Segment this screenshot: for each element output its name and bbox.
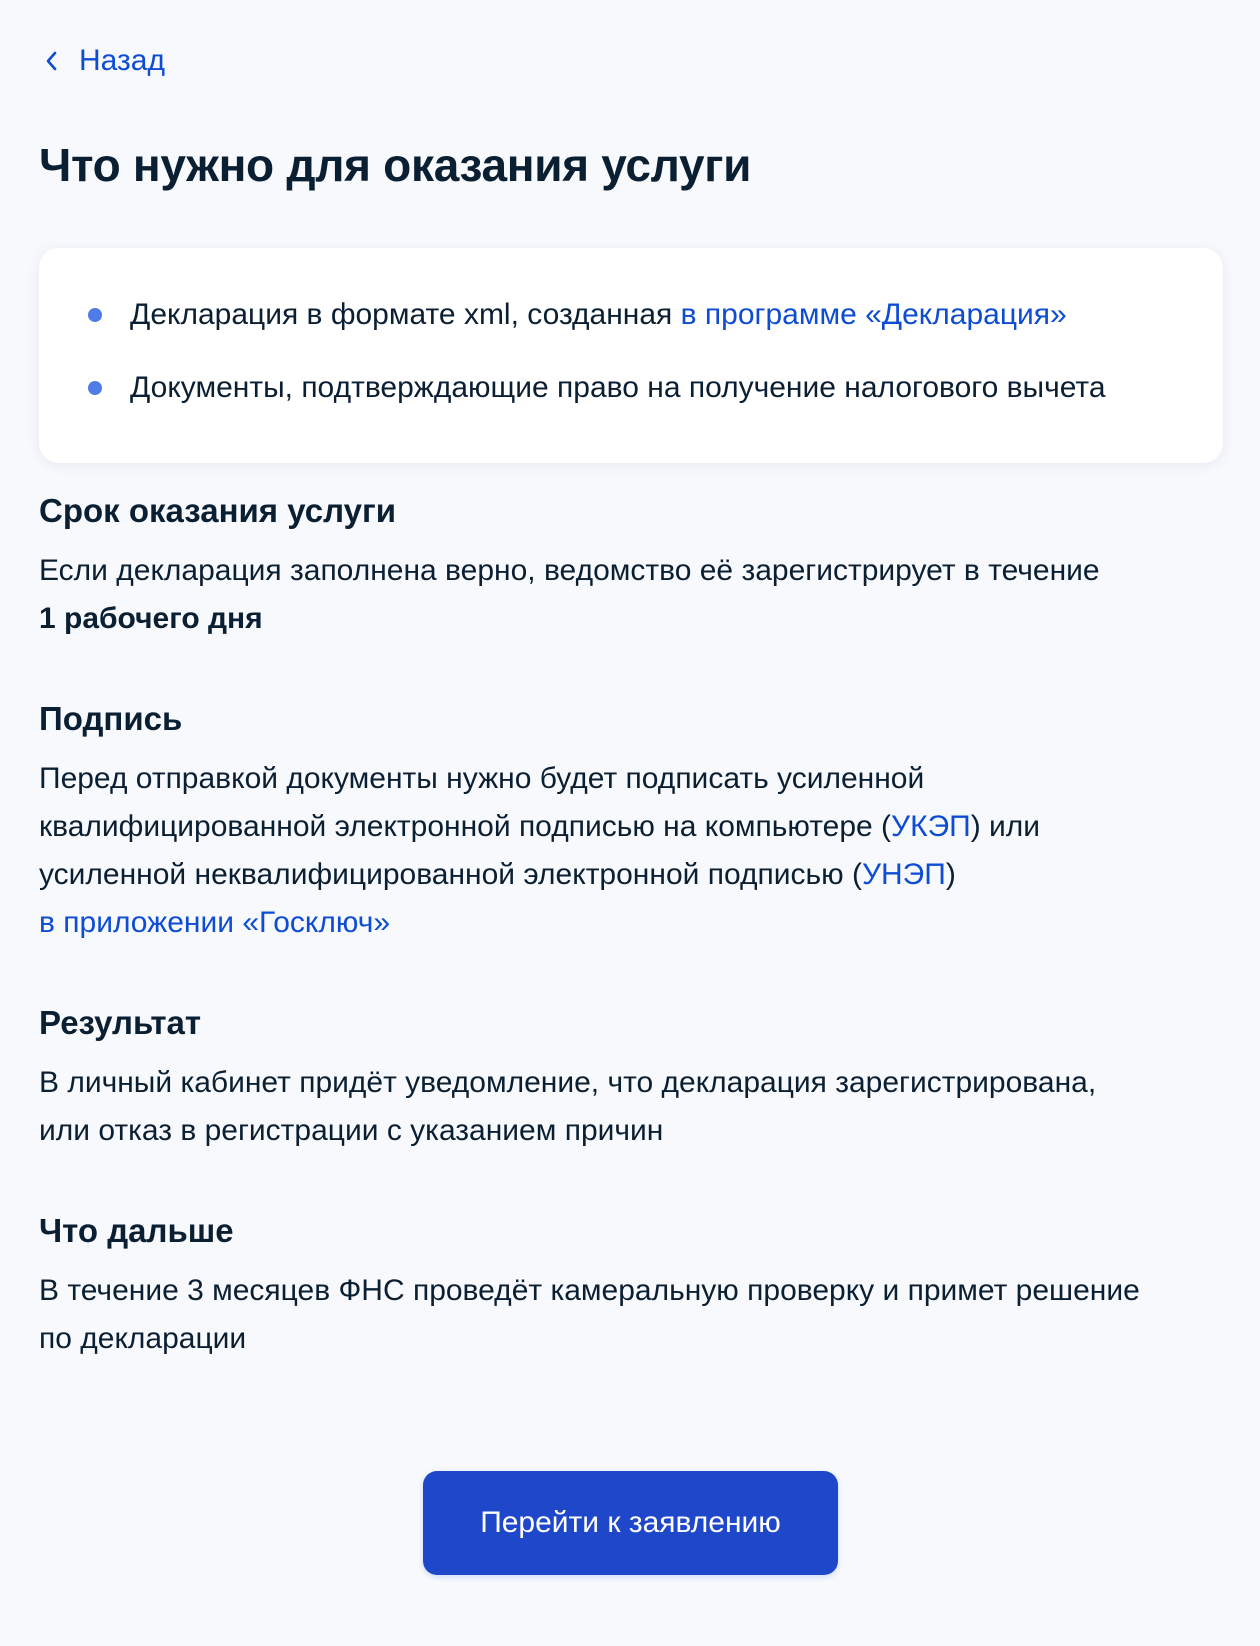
signature-heading: Подпись	[39, 700, 183, 737]
signature-line-3-start: усиленной неквалифицированной электронной подписью (	[39, 858, 862, 891]
term-duration: 1 рабочего дня	[39, 602, 263, 635]
unep-link[interactable]: УНЭП	[861, 858, 946, 891]
bullet-icon	[88, 381, 102, 395]
term-line: Если декларация заполнена верно, ведомство её зарегистрирует в течение	[39, 554, 1100, 587]
signature-line-3	[39, 851, 1223, 899]
back-link[interactable]	[39, 44, 165, 78]
declaration-program-link[interactable]: в программе «Декларация»	[680, 298, 1067, 331]
signature-line-1: Перед отправкой документы нужно будет подписать усиленной	[39, 762, 925, 795]
goskey-app-link[interactable]: в приложении «Госключ»	[39, 906, 391, 939]
next-steps-line-1: В течение 3 месяцев ФНС проведёт камеральную проверку и примет решение	[39, 1274, 1140, 1307]
list-item	[88, 295, 1193, 335]
next-steps-heading: Что дальше	[39, 1212, 234, 1249]
list-item	[88, 368, 1193, 408]
result-section	[39, 1001, 1223, 1155]
result-line-1: В личный кабинет придёт уведомление, что декларация зарегистрирована,	[39, 1066, 1097, 1099]
signature-line-2-end: ) или	[970, 810, 1041, 843]
result-line-2: или отказ в регистрации с указанием причин	[39, 1114, 664, 1147]
result-heading: Результат	[39, 1004, 202, 1041]
term-heading: Срок оказания услуги	[39, 492, 397, 529]
term-section	[39, 489, 1223, 643]
next-steps-section	[39, 1209, 1223, 1363]
go-to-application-button[interactable]: Перейти к заявлению	[423, 1471, 838, 1575]
signature-line-2-start: квалифицированной электронной подписью на компьютере (	[39, 810, 892, 843]
signature-line-4	[39, 899, 1223, 947]
signature-line-2	[39, 803, 1223, 851]
signature-text	[39, 755, 1223, 947]
signature-line-3-end: )	[945, 858, 956, 891]
bullet-icon	[88, 308, 102, 322]
chevron-left-icon	[39, 49, 63, 73]
back-link-label: Назад	[79, 44, 165, 77]
signature-section	[39, 697, 1223, 947]
requirements-list	[88, 295, 1193, 441]
page-title: Что нужно для оказания услуги	[39, 139, 752, 191]
next-steps-line-2: по декларации	[39, 1322, 247, 1355]
requirement-text: Документы, подтверждающие право на получение налогового вычета	[130, 371, 1106, 404]
term-text	[39, 547, 1223, 643]
next-steps-text	[39, 1267, 1223, 1363]
term-duration-line	[39, 595, 1223, 643]
result-text	[39, 1059, 1223, 1155]
requirement-text: Декларация в формате xml, созданная	[130, 298, 681, 331]
ukep-link[interactable]: УКЭП	[891, 810, 971, 843]
requirements-card	[39, 248, 1223, 463]
